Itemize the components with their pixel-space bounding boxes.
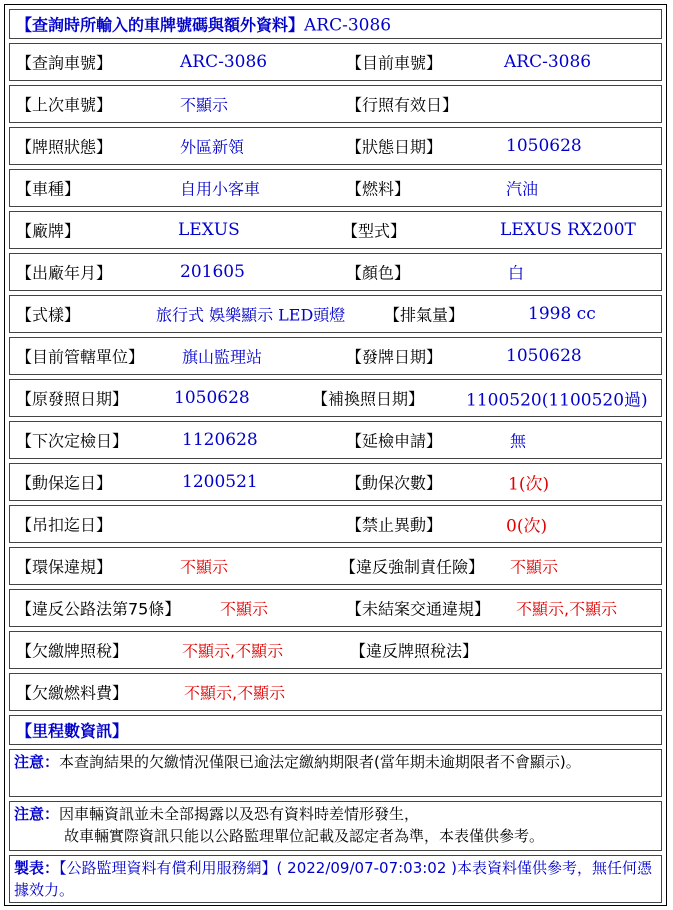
value-unpaid-fuel-fee: 不顯示,不顯示	[184, 683, 286, 703]
value-plate-status: 外區新領	[180, 137, 245, 157]
row-unpaid-license-tax	[9, 631, 662, 669]
value-displacement: 1998 cc	[528, 304, 596, 324]
value-color: 白	[508, 263, 525, 283]
row-manufacture-date	[9, 253, 662, 291]
value-insurance-violation: 不顯示	[510, 557, 559, 577]
value-manufacture-date: 201605	[180, 262, 245, 282]
value-vehicle-type: 自用小客車	[180, 179, 261, 199]
footer-label: 製表：	[14, 859, 60, 877]
mileage-section-header	[9, 715, 662, 745]
footer-text: 本表資料僅供參考，無任何憑據效力。	[14, 859, 653, 899]
title-row	[9, 9, 662, 39]
value-next-inspection: 1120628	[182, 430, 258, 450]
label-current-plate: 【目前車號】	[346, 53, 443, 73]
footer-source: 【公路監理資料有償利用服務網】	[59, 859, 277, 877]
footer-timestamp: ( 2022/09/07-07:03:02 )	[276, 859, 458, 877]
label-status-date: 【狀態日期】	[346, 137, 443, 157]
label-lien-count: 【動保次數】	[346, 473, 443, 493]
row-original-license-date	[9, 379, 662, 417]
label-license-valid-date: 【行照有效日】	[346, 95, 459, 115]
label-highway-act-violation: 【違反公路法第75條】	[16, 599, 181, 619]
row-brand	[9, 211, 662, 249]
mileage-title: 【里程數資訊】	[16, 721, 129, 741]
value-query-plate: ARC-3086	[180, 52, 268, 72]
label-next-inspection: 【下次定檢日】	[16, 431, 129, 451]
label-pending-traffic-violation: 【未結案交通違規】	[346, 599, 491, 619]
label-environmental-violation: 【環保違規】	[16, 557, 113, 577]
title-plate: ARC-3086	[304, 15, 392, 36]
label-color: 【顏色】	[346, 263, 411, 283]
value-fuel: 汽油	[506, 179, 539, 199]
label-query-plate: 【查詢車號】	[16, 53, 113, 73]
value-jurisdiction: 旗山監理站	[182, 347, 263, 367]
note-disclaimer-line1: 因車輛資訊並未全部揭露以及恐有資料時差情形發生，	[59, 805, 420, 823]
row-vehicle-type	[9, 169, 662, 207]
value-inspection-extension: 無	[510, 431, 527, 451]
label-body-style: 【式樣】	[16, 305, 81, 325]
label-model: 【型式】	[342, 221, 407, 241]
page-title: 【查詢時所輸入的車牌號碼與額外資料】ARC-3086	[16, 15, 392, 36]
row-lien-end-date	[9, 463, 662, 501]
value-pending-traffic-violation: 不顯示,不顯示	[516, 599, 618, 619]
note-overdue-label: 注意：	[14, 753, 60, 771]
label-unpaid-fuel-fee: 【欠繳燃料費】	[16, 683, 129, 703]
row-plate-status	[9, 127, 662, 165]
value-issue-date: 1050628	[506, 346, 582, 366]
label-previous-plate: 【上次車號】	[16, 95, 113, 115]
label-inspection-extension: 【延檢申請】	[346, 431, 443, 451]
report-footer	[9, 855, 662, 903]
value-reissue-date: 1100520(1100520過)	[466, 390, 648, 411]
label-reissue-date: 【補換照日期】	[312, 389, 425, 409]
note-disclaimer	[9, 801, 662, 851]
row-unpaid-fuel-fee	[9, 673, 662, 711]
row-body-style	[9, 295, 662, 333]
note-overdue-text: 本查詢結果的欠繳情況僅限已逾法定繳納期限者(當年期未逾期限者不會顯示)。	[59, 753, 581, 771]
value-transfer-ban: 0(次)	[506, 516, 548, 537]
report-frame	[4, 4, 667, 906]
label-displacement: 【排氣量】	[384, 305, 465, 325]
note-overdue	[9, 749, 662, 797]
label-vehicle-type: 【車種】	[16, 179, 81, 199]
row-suspension-end-date	[9, 505, 662, 543]
note-disclaimer-label: 注意：	[14, 805, 60, 823]
value-current-plate: ARC-3086	[504, 52, 592, 72]
label-original-license-date: 【原發照日期】	[16, 389, 129, 409]
label-brand: 【廠牌】	[16, 221, 81, 241]
value-brand: LEXUS	[178, 220, 240, 240]
label-fuel: 【燃料】	[346, 179, 411, 199]
value-previous-plate: 不顯示	[180, 95, 229, 115]
value-environmental-violation: 不顯示	[180, 557, 229, 577]
value-status-date: 1050628	[506, 136, 582, 156]
label-issue-date: 【發牌日期】	[346, 347, 443, 367]
label-lien-end-date: 【動保迄日】	[16, 473, 113, 493]
label-manufacture-date: 【出廠年月】	[16, 263, 113, 283]
value-original-license-date: 1050628	[174, 388, 250, 408]
row-highway-act-violation	[9, 589, 662, 627]
row-previous-plate	[9, 85, 662, 123]
label-insurance-violation: 【違反強制責任險】	[340, 557, 485, 577]
value-unpaid-license-tax: 不顯示,不顯示	[182, 641, 284, 661]
label-suspension-end-date: 【吊扣迄日】	[16, 515, 113, 535]
row-query-plate	[9, 43, 662, 81]
value-highway-act-violation: 不顯示	[220, 599, 269, 619]
value-lien-count: 1(次)	[508, 474, 550, 495]
value-body-style: 旅行式 娛樂顯示 LED頭燈	[156, 305, 346, 325]
row-next-inspection	[9, 421, 662, 459]
value-model: LEXUS RX200T	[500, 220, 636, 240]
row-jurisdiction	[9, 337, 662, 375]
label-jurisdiction: 【目前管轄單位】	[16, 347, 145, 367]
row-environmental-violation	[9, 547, 662, 585]
label-license-tax-violation: 【違反牌照稅法】	[350, 641, 479, 661]
label-plate-status: 【牌照狀態】	[16, 137, 113, 157]
label-transfer-ban: 【禁止異動】	[346, 515, 443, 535]
note-disclaimer-line2: 故車輛實際資訊只能以公路監理單位記載及認定者為準，本表僅供參考。	[64, 827, 545, 845]
label-unpaid-license-tax: 【欠繳牌照稅】	[16, 641, 129, 661]
value-lien-end-date: 1200521	[182, 472, 258, 492]
